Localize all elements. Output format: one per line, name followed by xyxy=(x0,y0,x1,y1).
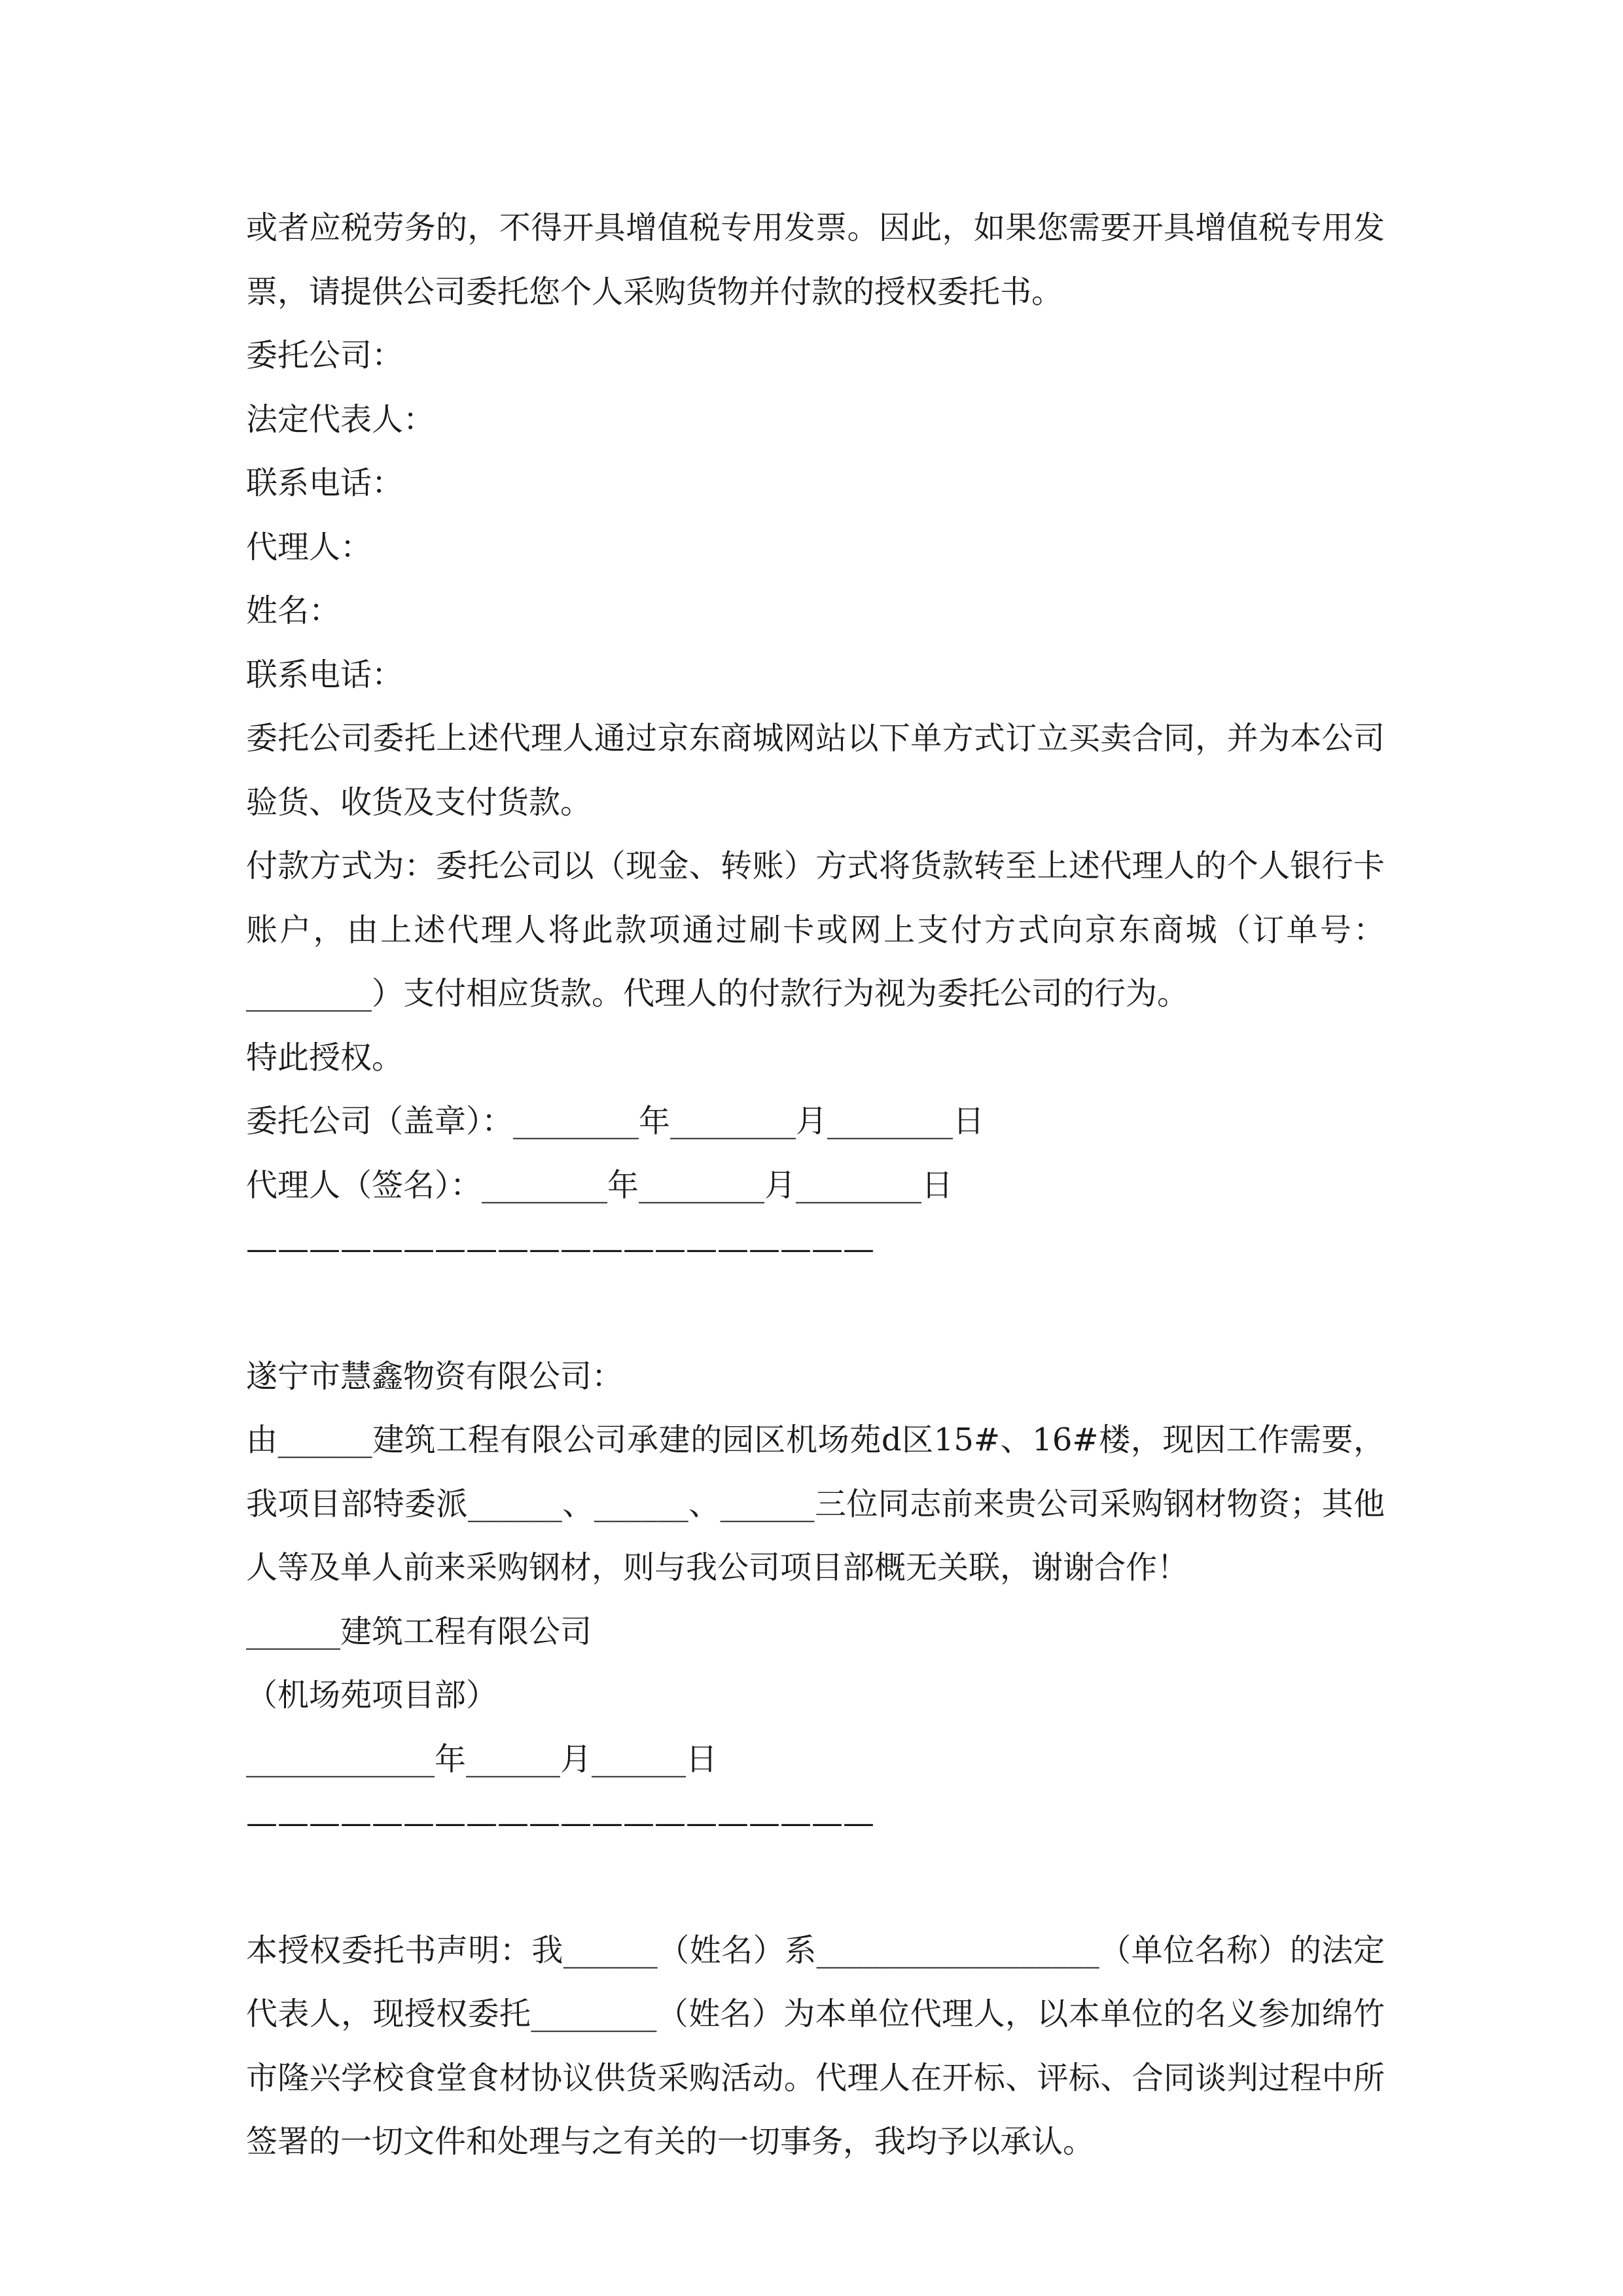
letter-body: 由______建筑工程有限公司承建的园区机场苑d区15#、16#楼，现因工作需要，我项目部特委派______、______、______三位同志前来贵公司采购钢材物资；其他人等及单人前来采购钢材，则与我公司项目部概无关联，谢谢合作！ xyxy=(246,1422,1385,1586)
letter-addressee: 遂宁市慧鑫物资有限公司： xyxy=(246,1357,624,1395)
section-divider: ———————————————————— xyxy=(246,1230,874,1267)
spacer-2 xyxy=(246,1856,1385,1919)
letter-company: ______建筑工程有限公司 xyxy=(246,1613,592,1650)
authorization-body: 委托公司委托上述代理人通过京东商城网站以下单方式订立买卖合同，并为本公司验货、收货及支付货款。 xyxy=(246,720,1385,821)
agent-signature-line: 代理人（签名）：________年________月________日 xyxy=(246,1166,954,1204)
section-divider-2: ———————————————————— xyxy=(246,1804,874,1841)
letter-date: ____________年______月______日 xyxy=(246,1740,718,1778)
field-legal-representative: 法定代表人： xyxy=(246,401,435,438)
document-page xyxy=(246,196,1385,2174)
field-entrusting-company: 委托公司： xyxy=(246,337,404,374)
field-agent: 代理人： xyxy=(246,528,372,565)
field-phone-1: 联系电话： xyxy=(246,465,404,501)
declaration-paragraph: 本授权委托书声明：我______（姓名）系__________________（单位名称）的法定代表人，现授权委托________（姓名）为本单位代理人，以本单位的名义参加绵竹市隆兴学校食堂食材协议供货采购活动。代理人在开标、评标、合同谈判过程中所签署的一切文件和处理与之有关的一切事务，我均予以承认。 xyxy=(246,1931,1385,2160)
field-phone-2: 联系电话： xyxy=(246,656,404,693)
company-seal-line: 委托公司（盖章）：________年________月________日 xyxy=(246,1103,985,1139)
field-name: 姓名： xyxy=(246,592,341,629)
closing-line: 特此授权。 xyxy=(246,1039,404,1076)
spacer xyxy=(246,1282,1385,1345)
letter-department: （机场苑项目部） xyxy=(246,1677,498,1713)
intro-paragraph: 或者应税劳务的，不得开具增值税专用发票。因此，如果您需要开具增值税专用发票，请提供公司委托您个人采购货物并付款的授权委托书。 xyxy=(246,209,1385,310)
payment-method-paragraph: 付款方式为：委托公司以（现金、转账）方式将货款转至上述代理人的个人银行卡账户，由上述代理人将此款项通过刷卡或网上支付方式向京东商城（订单号：________）支付相应货款。代理人的付款行为视为委托公司的行为。 xyxy=(246,848,1385,1012)
